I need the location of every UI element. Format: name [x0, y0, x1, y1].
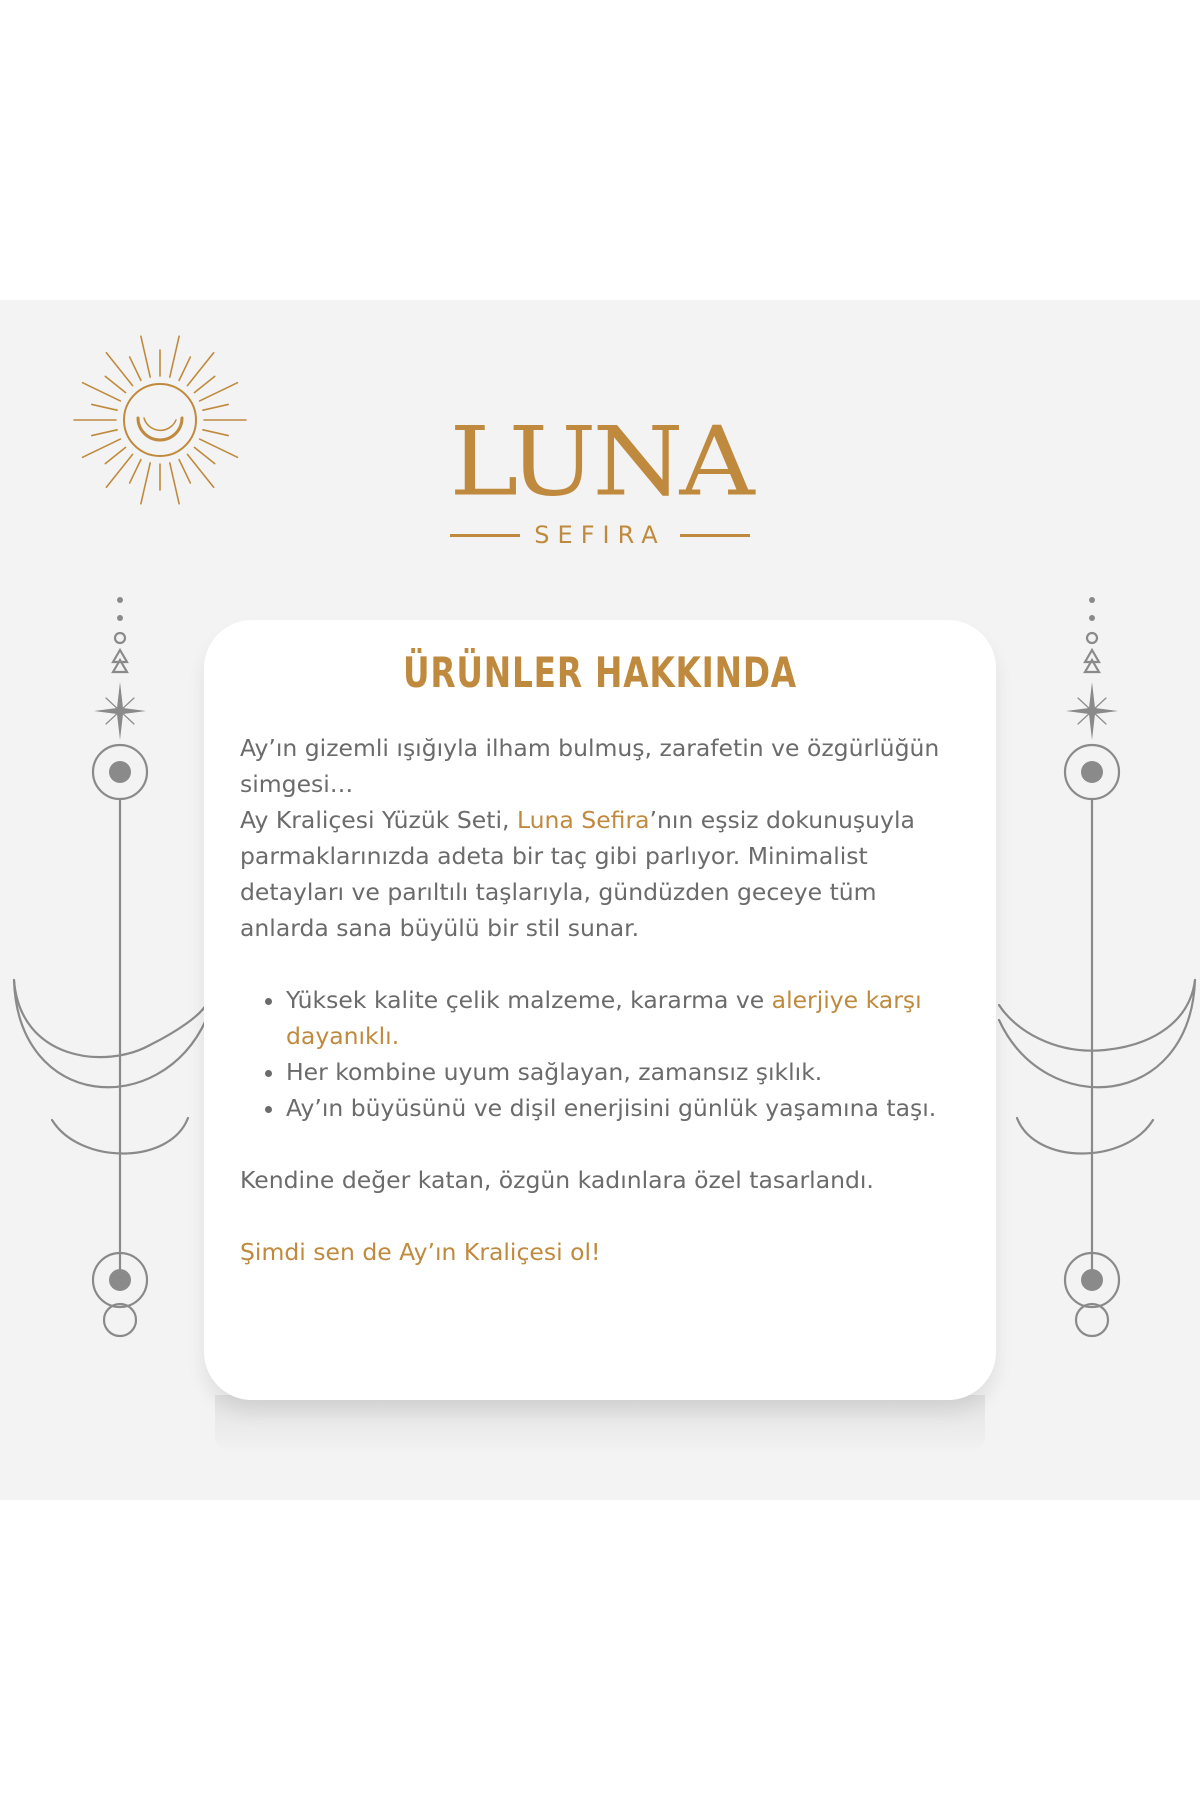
- intro-paragraph-2: [240, 802, 970, 946]
- sun-ray: [141, 463, 150, 504]
- feature-highlight: alerjiye karşı dayanıklı.: [286, 986, 922, 1050]
- sun-ray: [170, 463, 179, 504]
- list-item: [286, 1090, 970, 1126]
- sun-moon-icon: [70, 330, 250, 510]
- brand-name-highlight: Luna Sefira: [516, 806, 650, 834]
- sun-ray: [105, 447, 125, 463]
- feature-text: Ay’ın büyüsünü ve dişil enerjisini günlük yaşamına taşı.: [286, 1094, 937, 1122]
- product-info-card: [204, 620, 996, 1400]
- sun-ray: [83, 439, 121, 457]
- sun-ray: [92, 404, 117, 410]
- logo-subline: [430, 521, 770, 549]
- card-title: ÜRÜNLER HAKKINDA: [403, 648, 797, 697]
- sun-ray: [141, 336, 150, 377]
- sun-ray: [83, 383, 121, 401]
- logo-rule-left: [450, 534, 520, 537]
- list-item: [286, 982, 970, 1054]
- sun-ray: [194, 447, 214, 463]
- sun-ray: [200, 383, 238, 401]
- sun-ray: [130, 460, 141, 483]
- sun-ray: [203, 430, 228, 436]
- feature-text: Yüksek kalite çelik malzeme, kararma ve: [286, 986, 772, 1014]
- card-content: [240, 730, 970, 1270]
- logo-subtitle: SEFIRA: [534, 521, 666, 549]
- moon-totem-icon: [995, 590, 1200, 1350]
- sun-ray: [170, 336, 179, 377]
- feature-list: [240, 982, 970, 1126]
- sun-ray: [105, 376, 125, 392]
- sun-ray: [179, 357, 190, 380]
- sun-ray: [130, 357, 141, 380]
- sun-ray: [203, 404, 228, 410]
- moon-totem-icon: [10, 590, 210, 1350]
- sun-ray: [92, 430, 117, 436]
- brand-logo: [430, 405, 770, 549]
- sun-ray: [179, 460, 190, 483]
- closing-paragraph: Kendine değer katan, özgün kadınlara özel tasarlandı.: [240, 1166, 874, 1194]
- feature-text: Her kombine uyum sağlayan, zamansız şıklık.: [286, 1058, 823, 1086]
- list-item: [286, 1054, 970, 1090]
- logo-rule-right: [680, 534, 750, 537]
- call-to-action: Şimdi sen de Ay’ın Kraliçesi ol!: [240, 1238, 601, 1266]
- logo-wordmark: LUNA: [449, 405, 751, 518]
- sun-ray: [200, 439, 238, 457]
- sun-ray: [194, 376, 214, 392]
- intro-text-before: Ay Kraliçesi Yüzük Seti,: [240, 806, 517, 834]
- intro-text-after: ’nın eşsiz dokunuşuyla parmaklarınızda adeta bir taç gibi parlıyor. Minimalist detayları ve parıltılı taşlarıyla, gündüzden geceye tüm anlarda sana büyülü bir stil sunar.: [240, 806, 915, 942]
- intro-paragraph-1: Ay’ın gizemli ışığıyla ilham bulmuş, zarafetin ve özgürlüğün simgesi…: [240, 734, 940, 798]
- card-shadow: [215, 1395, 985, 1455]
